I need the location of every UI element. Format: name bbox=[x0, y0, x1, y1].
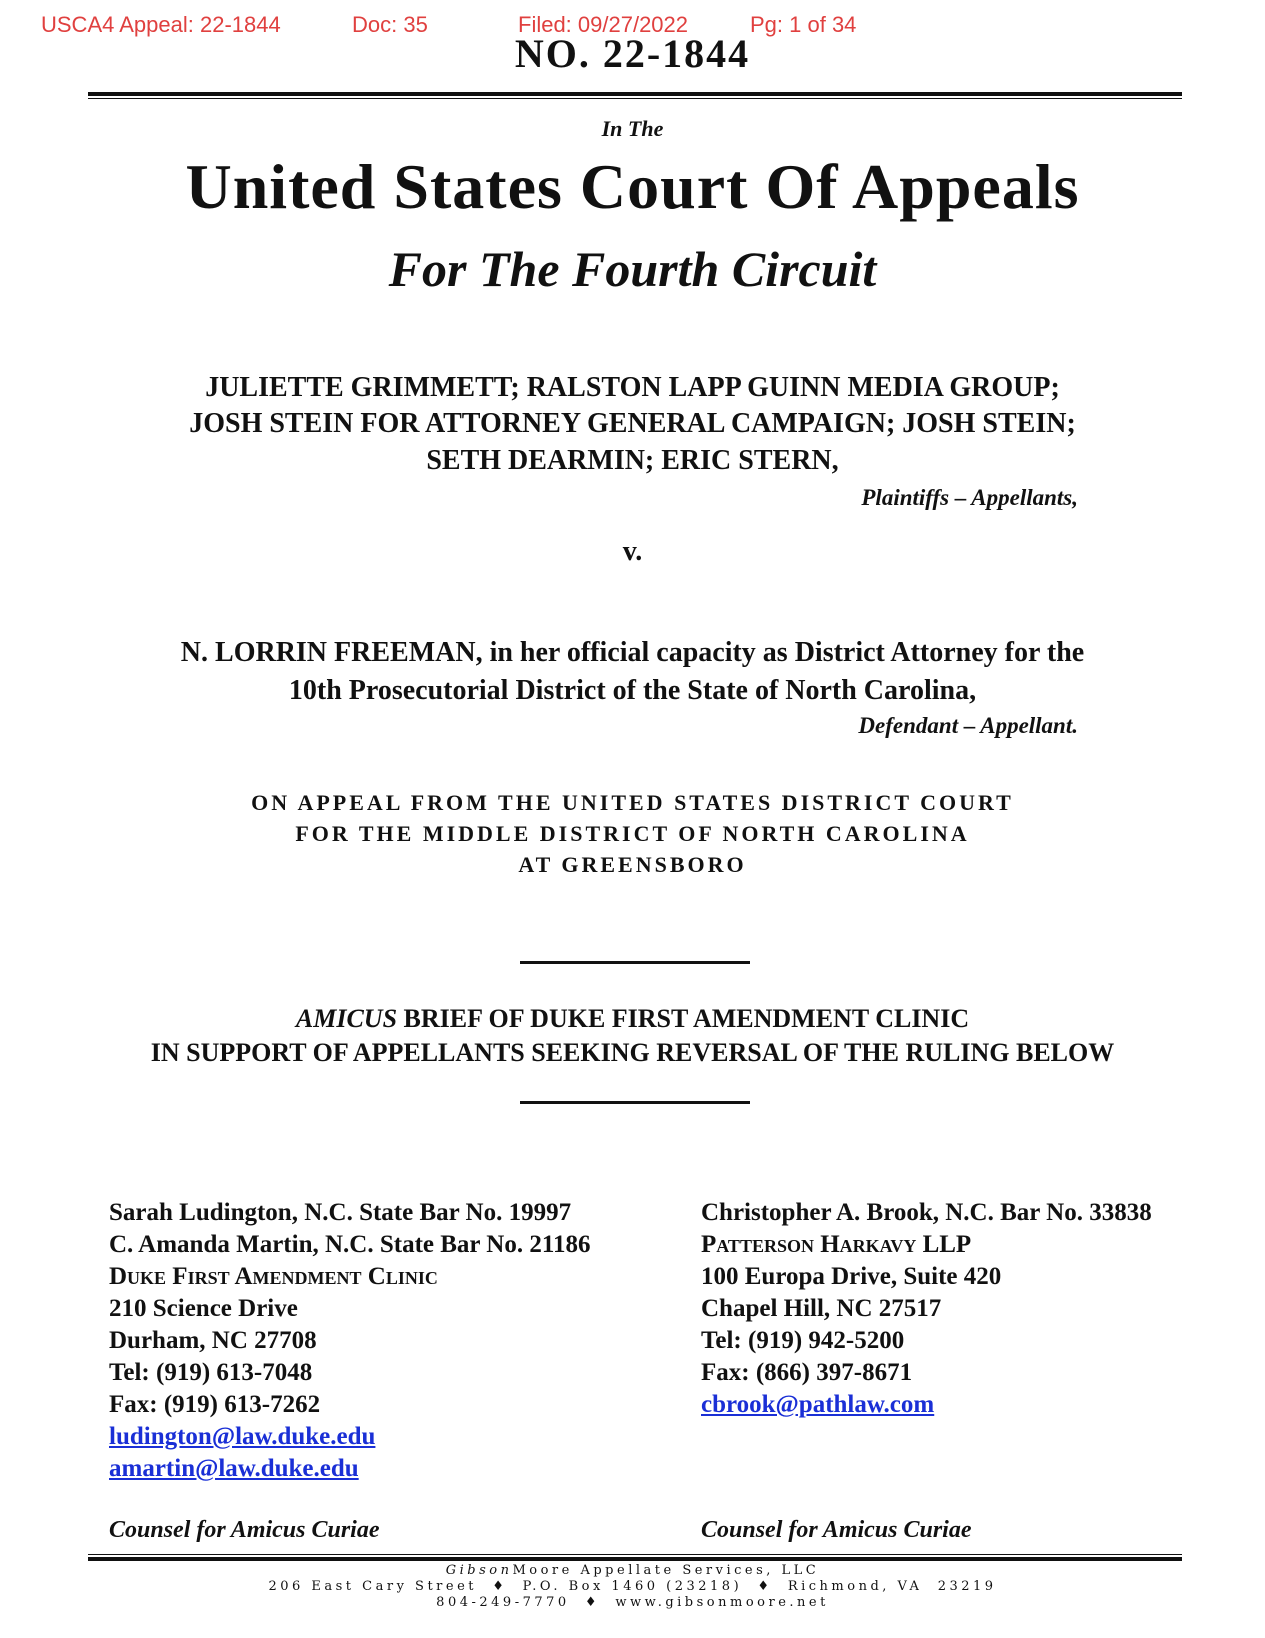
counsel-role-left: Counsel for Amicus Curiae bbox=[109, 1517, 380, 1543]
divider bbox=[520, 1101, 750, 1104]
footer-company-italic: Gibson bbox=[445, 1563, 513, 1578]
brief-title-line2: IN SUPPORT OF APPELLANTS SEEKING REVERSAL OF THE RULING BELOW bbox=[150, 1038, 1115, 1067]
fax: Fax: (919) 613-7262 bbox=[109, 1391, 321, 1418]
appeal-from-line: FOR THE MIDDLE DISTRICT OF NORTH CAROLINA bbox=[295, 821, 970, 846]
case-number: NO. 22-1844 bbox=[514, 31, 751, 76]
brief-title-line1 bbox=[0, 1004, 1265, 1034]
counsel-right bbox=[701, 1197, 1152, 1421]
plaintiffs-line: JOSH STEIN FOR ATTORNEY GENERAL CAMPAIGN; JOSH STEIN; bbox=[189, 408, 1076, 439]
attorney-name: Sarah Ludington, N.C. State Bar No. 19997 bbox=[109, 1199, 572, 1226]
bottom-rule bbox=[88, 1554, 1182, 1561]
phone: Tel: (919) 613-7048 bbox=[109, 1359, 313, 1386]
footer-company bbox=[0, 1563, 1265, 1578]
court-name: United States Court Of Appeals bbox=[185, 151, 1080, 222]
phone: Tel: (919) 942-5200 bbox=[701, 1327, 905, 1354]
counsel-left bbox=[109, 1197, 590, 1485]
defendant-line: 10th Prosecutorial District of the State of North Carolina, bbox=[288, 675, 977, 706]
footer-company-rest: Moore Appellate Services, LLC bbox=[512, 1563, 820, 1578]
stamp-appeal: USCA4 Appeal: 22-1844 bbox=[41, 12, 281, 37]
email-link[interactable]: cbrook@pathlaw.com bbox=[701, 1391, 935, 1418]
defendant-role: Defendant – Appellant. bbox=[858, 713, 1078, 738]
firm-name: Duke First Amendment Clinic bbox=[109, 1263, 438, 1290]
stamp-doc: Doc: 35 bbox=[352, 12, 428, 37]
brief-title-rest: BRIEF OF DUKE FIRST AMENDMENT CLINIC bbox=[397, 1004, 970, 1033]
fax: Fax: (866) 397-8671 bbox=[701, 1359, 913, 1386]
plaintiffs-role: Plaintiffs – Appellants, bbox=[861, 485, 1078, 510]
address-line: Chapel Hill, NC 27517 bbox=[701, 1295, 942, 1322]
plaintiffs-line: SETH DEARMIN; ERIC STERN, bbox=[426, 445, 839, 476]
brief-title-italic: AMICUS bbox=[295, 1004, 398, 1033]
top-rule bbox=[88, 92, 1182, 99]
versus: v. bbox=[622, 536, 643, 567]
divider bbox=[520, 961, 750, 964]
stamp-filed: Filed: 09/27/2022 bbox=[518, 12, 689, 37]
address-line: Durham, NC 27708 bbox=[109, 1327, 317, 1354]
counsel-role-right: Counsel for Amicus Curiae bbox=[701, 1517, 972, 1543]
address-line: 100 Europa Drive, Suite 420 bbox=[701, 1263, 1002, 1290]
footer-contact: 804-249-7770 ♦ www.gibsonmoore.net bbox=[436, 1595, 829, 1610]
defendant-line: N. LORRIN FREEMAN, in her official capacity as District Attorney for the bbox=[180, 637, 1085, 668]
plaintiffs-line: JULIETTE GRIMMETT; RALSTON LAPP GUINN MEDIA GROUP; bbox=[205, 372, 1060, 403]
footer-address: 206 East Cary Street ♦ P.O. Box 1460 (23218) ♦ Richmond, VA 23219 bbox=[268, 1579, 997, 1594]
stamp-page: Pg: 1 of 34 bbox=[750, 12, 857, 37]
attorney-name: C. Amanda Martin, N.C. State Bar No. 21186 bbox=[109, 1231, 591, 1258]
attorney-name: Christopher A. Brook, N.C. Bar No. 33838 bbox=[701, 1199, 1152, 1226]
circuit-name: For The Fourth Circuit bbox=[388, 241, 877, 297]
firm-name: Patterson Harkavy LLP bbox=[701, 1231, 972, 1258]
address-line: 210 Science Drive bbox=[109, 1295, 298, 1322]
email-link[interactable]: ludington@law.duke.edu bbox=[109, 1423, 376, 1450]
appeal-from-line: ON APPEAL FROM THE UNITED STATES DISTRICT COURT bbox=[251, 790, 1014, 815]
appeal-from-line: AT GREENSBORO bbox=[518, 852, 747, 877]
email-link[interactable]: amartin@law.duke.edu bbox=[109, 1455, 359, 1482]
in-the: In The bbox=[601, 116, 664, 141]
